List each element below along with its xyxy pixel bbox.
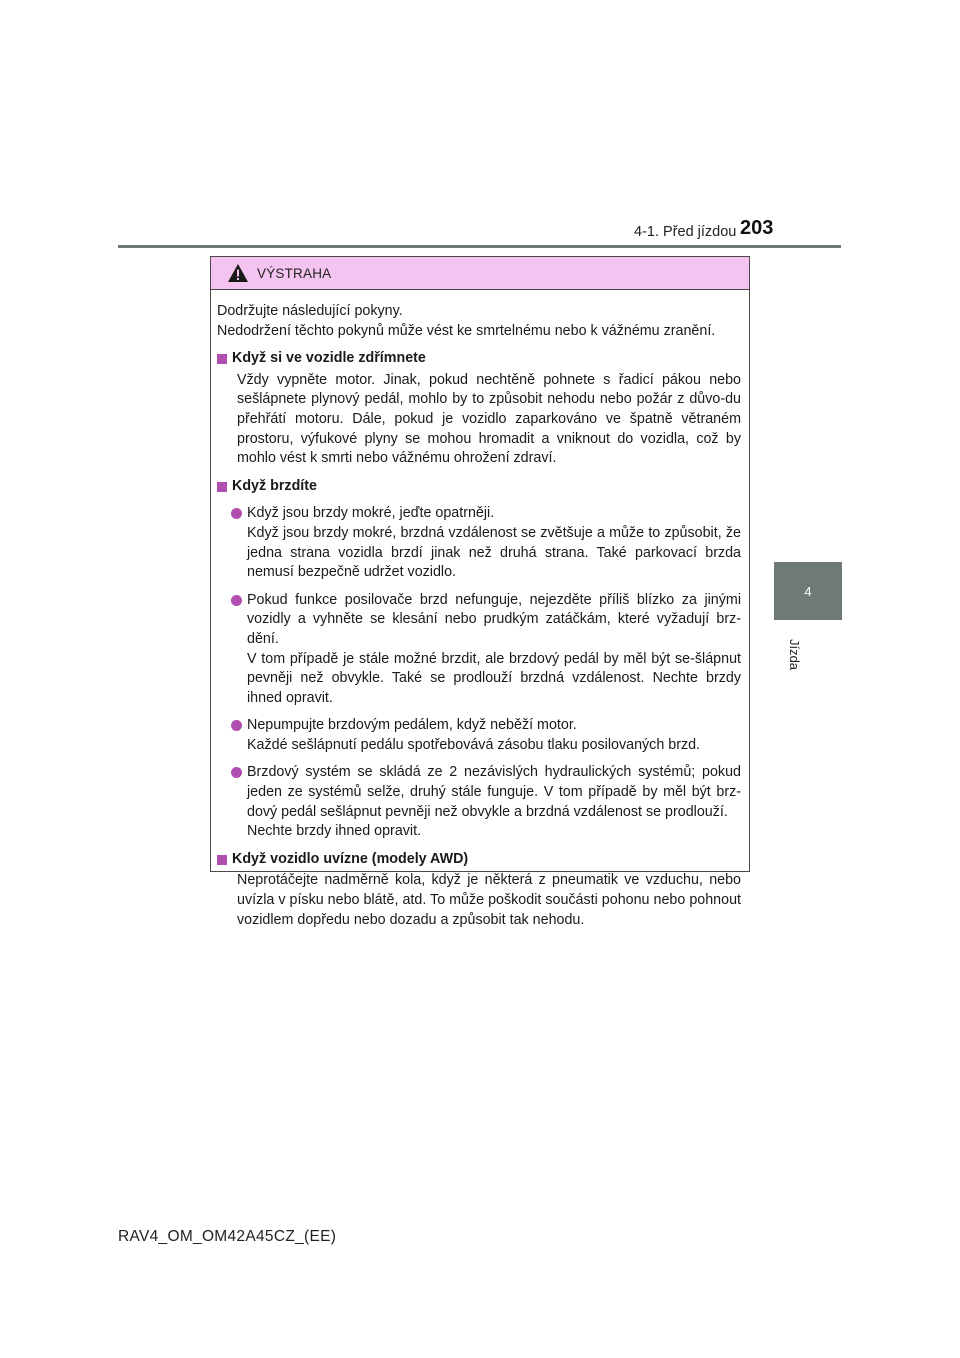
header-rule bbox=[118, 245, 841, 248]
warning-body bbox=[211, 290, 749, 930]
chapter-number: 4 bbox=[804, 583, 812, 599]
bullet-text bbox=[247, 763, 741, 841]
square-bullet-icon bbox=[217, 354, 227, 364]
section-braking bbox=[217, 477, 741, 842]
section-heading bbox=[217, 850, 741, 870]
square-bullet-icon bbox=[217, 855, 227, 865]
chapter-label: Jízda bbox=[787, 638, 803, 670]
warning-intro bbox=[217, 302, 741, 341]
section-heading bbox=[217, 349, 741, 369]
section-heading-text: Když si ve vozidle zdřímnete bbox=[232, 350, 426, 367]
intro-line-2: Nedodržení těchto pokynů může vést ke smrtelnému nebo k vážnému zranění. bbox=[217, 322, 716, 339]
section-stuck bbox=[217, 850, 741, 930]
section-heading-text: Když brzdíte bbox=[232, 477, 317, 494]
round-bullet-icon bbox=[231, 595, 242, 606]
section-text: Neprotáčejte nadměrně kola, když je některá z pneumatik ve vzduchu, nebo uvízla v písku nebo blátě, atd. To může poškodit součásti pohonu nebo pohnout vozidlem dopředu nebo dozadu a způsobit tak nehodu. bbox=[237, 872, 741, 928]
warning-triangle-icon bbox=[227, 263, 249, 283]
round-bullet-icon bbox=[231, 720, 242, 731]
section-heading-text: Když vozidlo uvízne (modely AWD) bbox=[232, 850, 469, 867]
square-bullet-icon bbox=[217, 482, 227, 492]
intro-line-1: Dodržujte následující pokyny. bbox=[217, 303, 403, 319]
list-item bbox=[231, 591, 741, 709]
list-item bbox=[231, 716, 741, 755]
bullet-line: Nepumpujte brzdovým pedálem, když neběží motor. bbox=[247, 717, 577, 734]
bullet-line: Každé sešlápnutí pedálu spotřebovává zásobu tlaku posilovaných brzd. bbox=[247, 736, 701, 753]
bullet-line: Když jsou brzdy mokré, brzdná vzdálenost se zvětšuje a může to způsobit, že jedna strana vozidla brzdí jinak než druhá strana. Také parkovací brzda nemusí bezpečně udržet vozidlo. bbox=[247, 524, 741, 581]
bullet-line: Nechte brzdy ihned opravit. bbox=[247, 823, 422, 840]
bullet-line: Když jsou brzdy mokré, jeďte opatrněji. bbox=[247, 505, 495, 522]
section-heading bbox=[217, 477, 741, 497]
bullet-text bbox=[247, 591, 741, 709]
list-item bbox=[231, 763, 741, 841]
round-bullet-icon bbox=[231, 767, 242, 778]
round-bullet-icon bbox=[231, 508, 242, 519]
section-napping bbox=[217, 349, 741, 469]
bullet-text bbox=[247, 504, 741, 582]
warning-title: VÝSTRAHA bbox=[257, 265, 332, 281]
chapter-tab bbox=[774, 562, 842, 620]
header-section-title: 4-1. Před jízdou bbox=[634, 224, 737, 240]
bullet-line: V tom případě je stále možné brzdit, ale brzdový pedál by měl být se-šlápnut pevněji než obvykle. Také se prodlouží brzdná vzdálenost. Nechte brzdy ihned opravit. bbox=[247, 650, 741, 706]
page-number: 203 bbox=[740, 217, 774, 239]
bullet-text bbox=[247, 716, 741, 755]
section-text: Vždy vypněte motor. Jinak, pokud nechtěně pohnete s řadicí pákou nebo sešlápnete plynový pedál, mohlo by to způsobit nehodu nebo požár z důvo-du přehřátí motoru. Dále, pokud je vozidlo zaparkováno ve špatně větraném prostoru, výfukové plyny se mohou hromadit a vniknout do vozidla, což by mohlo vést k smrti nebo vážnému ohrožení zdraví. bbox=[237, 371, 741, 467]
bullet-line: Brzdový systém se skládá ze 2 nezávislých hydraulických systémů; pokud jeden ze systémů selže, druhý stále funguje. V tom případě by měl být brz-dový pedál sešlápnut pevněji než obvykle a brzdná vzdálenost se prodlouží. bbox=[247, 764, 741, 820]
bullet-line: Pokud funkce posilovače brzd nefunguje, nejezděte příliš blízko za jinými vozidly a vyhněte se klesání nebo prudkým zatáčkám, které vyžadují brz-dění. bbox=[247, 591, 741, 647]
document-code: RAV4_OM_OM42A45CZ_(EE) bbox=[118, 1228, 337, 1245]
warning-box bbox=[210, 256, 750, 928]
list-item bbox=[231, 504, 741, 582]
warning-header bbox=[211, 257, 749, 290]
chapter-label-wrap bbox=[787, 634, 803, 674]
